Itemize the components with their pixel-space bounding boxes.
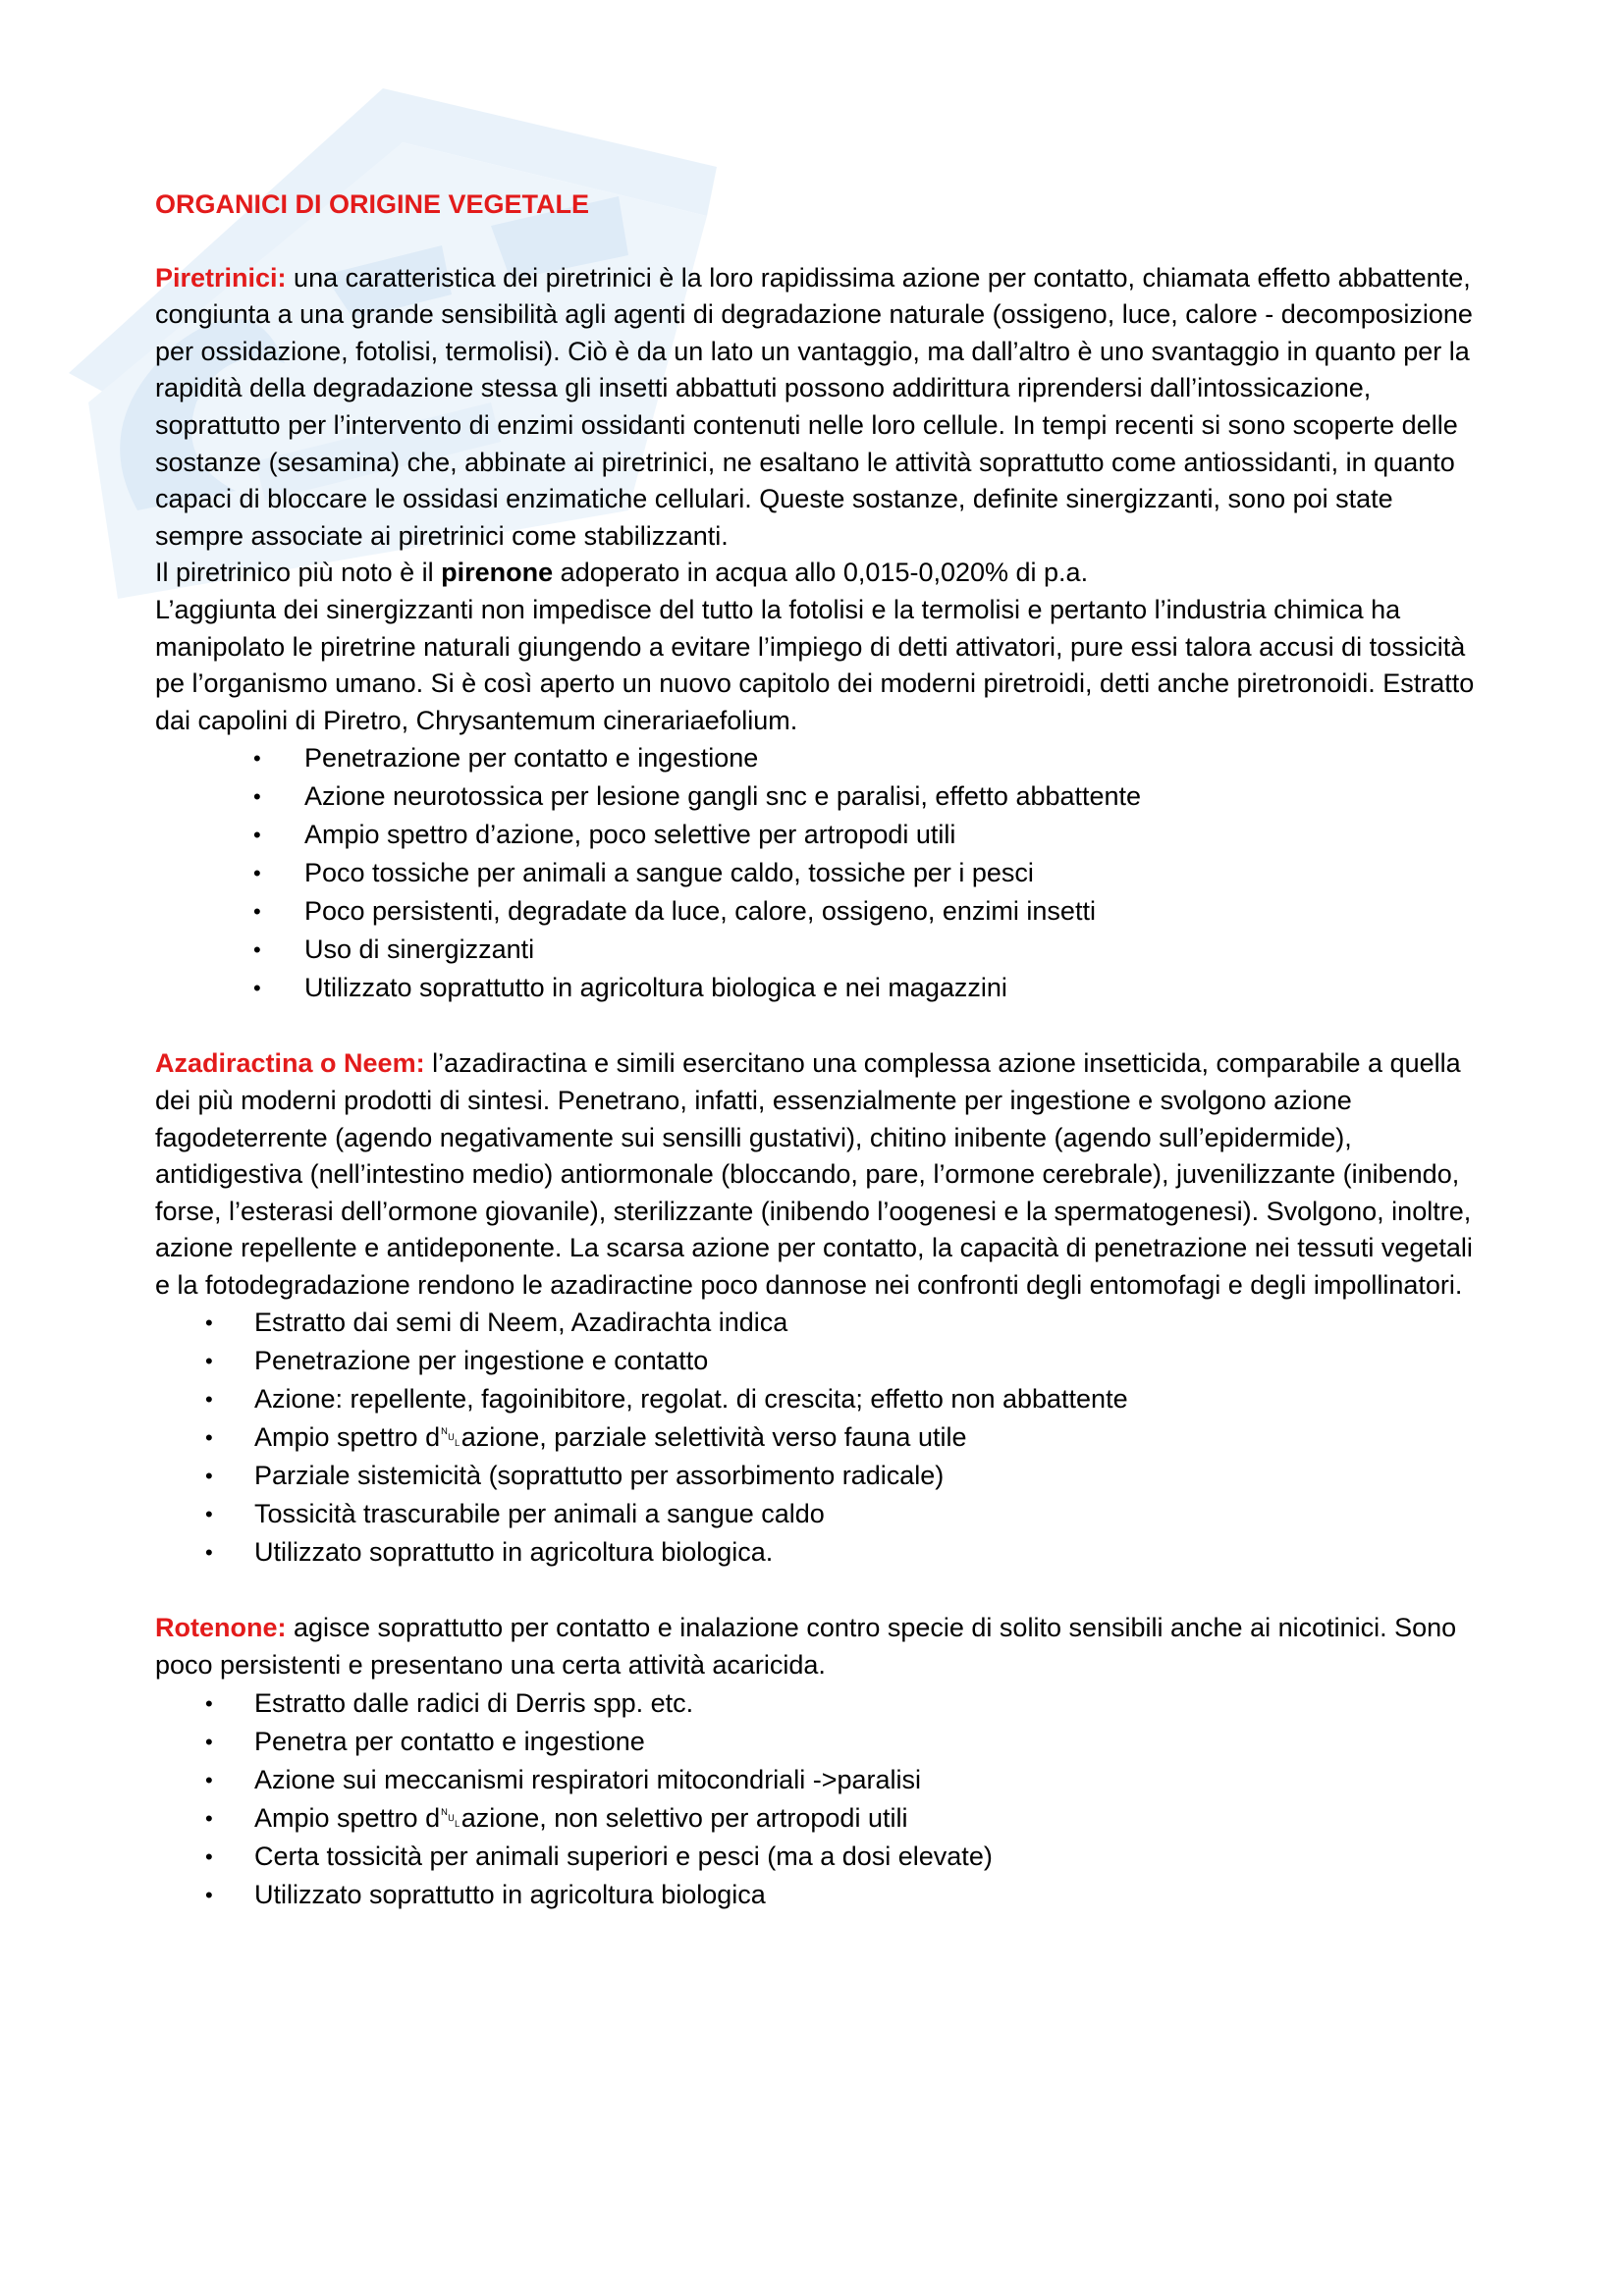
bullet-icon: • bbox=[205, 1882, 213, 1907]
bullet-icon: • bbox=[205, 1349, 213, 1374]
section-spacer bbox=[155, 1007, 1487, 1045]
bullet-icon: • bbox=[253, 976, 261, 1001]
bullet-icon: • bbox=[205, 1690, 213, 1716]
list-item bbox=[155, 1457, 1487, 1495]
list-item bbox=[155, 777, 1487, 816]
list-item-text: Azione neurotossica per lesione gangli snc e paralisi, effetto abbattente bbox=[304, 781, 1142, 812]
bullet-icon: • bbox=[205, 1502, 213, 1527]
list-item-text: Tossicità trascurabile per animali a sangue caldo bbox=[254, 1499, 825, 1529]
list-item-text: Utilizzato soprattutto in agricoltura biologica. bbox=[254, 1537, 774, 1568]
list-item-text: Parziale sistemicità (soprattutto per assorbimento radicale) bbox=[254, 1461, 945, 1491]
paragraph-text: Il piretrinico più noto è il bbox=[155, 558, 442, 588]
document-title: ORGANICI DI ORIGINE VEGETALE bbox=[155, 189, 590, 219]
list-item-text: Poco persistenti, degradate da luce, calore, ossigeno, enzimi insetti bbox=[304, 896, 1096, 927]
list-item bbox=[155, 1799, 1487, 1838]
list-item bbox=[155, 1380, 1487, 1418]
list-item bbox=[155, 1495, 1487, 1533]
section-rotenone bbox=[155, 1610, 1487, 1913]
list-item-text: Penetrazione per ingestione e contatto bbox=[254, 1346, 709, 1376]
list-item bbox=[155, 1533, 1487, 1572]
list-item-text: Azione sui meccanismi respiratori mitocondriali ->paralisi bbox=[254, 1764, 921, 1794]
list-item-text: Ampio spettro d␀azione, non selettivo per artropodi utili bbox=[254, 1802, 908, 1833]
list-item-text: Certa tossicità per animali superiori e pesci (ma a dosi elevate) bbox=[254, 1841, 993, 1871]
list-item bbox=[155, 1761, 1487, 1799]
list-item bbox=[155, 739, 1487, 777]
bullet-icon: • bbox=[205, 1540, 213, 1566]
section-piretrinici bbox=[155, 260, 1487, 1008]
bullet-list bbox=[155, 1684, 1487, 1914]
list-item bbox=[155, 854, 1487, 892]
list-item bbox=[155, 1342, 1487, 1380]
section-paragraph bbox=[155, 555, 1487, 592]
list-item-text: Utilizzato soprattutto in agricoltura biologica e nei magazzini bbox=[304, 973, 1007, 1003]
list-item-text: Poco tossiche per animali a sangue caldo, tossiche per i pesci bbox=[304, 858, 1034, 888]
list-item bbox=[155, 1684, 1487, 1723]
paragraph-text: adoperato in acqua allo 0,015-0,020% di p.a. bbox=[553, 558, 1089, 588]
bullet-icon: • bbox=[253, 861, 261, 886]
paragraph-text: l’azadiractina e simili esercitano una complessa azione insetticida, comparabile a quella dei più moderni prodotti di sintesi. Penetrano, infatti, essenzialmente per ingestione e svolgono azione fagodeterrente (agendo negativamente sui sensilli gustativi), chitino inibente (agendo sull’epidermide), antidigestiva (nell’intestino medio) antiormonale (bloccando, pare, l’ormone cerebrale), juvenilizzante (inibendo, forse, l’esterasi dell’ormone giovanile), sterilizzante (inibendo l’oogenesi e la spermatogenesi). Svolgono, inoltre, azione repellente e antideponente. La scarsa azione per contatto, la capacità di penetrazione nei tessuti vegetali e la fotodegradazione rendono le azadiractine poco dannose nei confronti degli entomofagi e degli impollinatori. bbox=[155, 1048, 1473, 1300]
paragraph-text: una caratteristica dei piretrinici è la loro rapidissima azione per contatto, chiamata effetto abbattente, congiunta a una grande sensibilità agli agenti di degradazione naturale (ossigeno, luce, calore - decomposizione per ossidazione, fotolisi, termolisi). Ciò è da un lato un vantaggio, ma dall’altro è uno svantaggio in quanto per la rapidità della degradazione stessa gli insetti abbattuti possono addirittura riprendersi dall’intossicazione, soprattutto per l’intervento di enzimi ossidanti contenuti nelle loro cellule. In tempi recenti si sono scoperte delle sostanze (sesamina) che, abbinate ai piretrinici, ne esaltano le attività soprattutto come antiossidanti, in quanto capaci di bloccare le ossidasi enzimatiche cellulari. Queste sostanze, definite sinergizzanti, sono poi state sempre associate ai piretrinici come stabilizzanti. bbox=[155, 262, 1473, 551]
list-item-text: Estratto dai semi di Neem, Azadirachta indica bbox=[254, 1308, 788, 1338]
section-paragraph bbox=[155, 260, 1487, 556]
bullet-icon: • bbox=[253, 937, 261, 963]
section-heading: Azadiractina o Neem: bbox=[155, 1048, 425, 1079]
bullet-icon: • bbox=[205, 1464, 213, 1489]
section-paragraph bbox=[155, 592, 1487, 739]
section-heading: Rotenone: bbox=[155, 1613, 287, 1643]
list-item-text: Ampio spettro d␀azione, parziale selettività verso fauna utile bbox=[254, 1422, 967, 1453]
bullet-icon: • bbox=[253, 823, 261, 848]
bullet-icon: • bbox=[205, 1729, 213, 1754]
bold-term: pirenone bbox=[441, 558, 554, 588]
bullet-icon: • bbox=[253, 899, 261, 925]
bullet-icon: • bbox=[253, 784, 261, 810]
list-item-text: Penetra per contatto e ingestione bbox=[254, 1726, 645, 1756]
bullet-list bbox=[155, 739, 1487, 1007]
bullet-icon: • bbox=[205, 1310, 213, 1336]
list-item bbox=[155, 1876, 1487, 1914]
list-item-text: Azione: repellente, fagoinibitore, regolat. di crescita; effetto non abbattente bbox=[254, 1384, 1128, 1415]
bullet-icon: • bbox=[205, 1387, 213, 1413]
paragraph-text: L’aggiunta dei sinergizzanti non impedisce del tutto la fotolisi e la termolisi e pertanto l’industria chimica ha manipolato le piretrine naturali giungendo a evitare l’impiego di detti attivatori, pure essi talora accusi di tossicità pe l’organismo umano. Si è così aperto un nuovo capitolo dei moderni piretroidi, detti anche piretronoidi. Estratto dai capolini di Piretro, Chrysantemum cinerariaefolium. bbox=[155, 594, 1475, 735]
bullet-icon: • bbox=[205, 1805, 213, 1831]
section-heading: Piretrinici: bbox=[155, 262, 287, 293]
bullet-icon: • bbox=[205, 1767, 213, 1792]
section-paragraph bbox=[155, 1045, 1487, 1304]
bullet-list bbox=[155, 1304, 1487, 1572]
section-paragraph bbox=[155, 1610, 1487, 1683]
list-item bbox=[155, 1304, 1487, 1342]
list-item bbox=[155, 931, 1487, 969]
list-item bbox=[155, 969, 1487, 1007]
list-item-text: Uso di sinergizzanti bbox=[304, 934, 535, 965]
list-item bbox=[155, 1418, 1487, 1457]
bullet-icon: • bbox=[205, 1843, 213, 1869]
section-spacer bbox=[155, 1572, 1487, 1610]
list-item-text: Utilizzato soprattutto in agricoltura biologica bbox=[254, 1879, 766, 1909]
bullet-icon: • bbox=[205, 1425, 213, 1451]
document-page bbox=[155, 187, 1487, 1914]
paragraph-text: agisce soprattutto per contatto e inalazione contro specie di solito sensibili anche ai nicotinici. Sono poco persistenti e presentano una certa attività acaricida. bbox=[155, 1613, 1457, 1681]
list-item-text: Estratto dalle radici di Derris spp. etc. bbox=[254, 1687, 694, 1718]
section-azadiractina bbox=[155, 1045, 1487, 1572]
list-item bbox=[155, 1838, 1487, 1876]
bullet-icon: • bbox=[253, 746, 261, 772]
list-item-text: Ampio spettro d’azione, poco selettive per artropodi utili bbox=[304, 820, 956, 850]
list-item bbox=[155, 892, 1487, 931]
list-item bbox=[155, 816, 1487, 854]
list-item bbox=[155, 1723, 1487, 1761]
list-item-text: Penetrazione per contatto e ingestione bbox=[304, 743, 759, 774]
